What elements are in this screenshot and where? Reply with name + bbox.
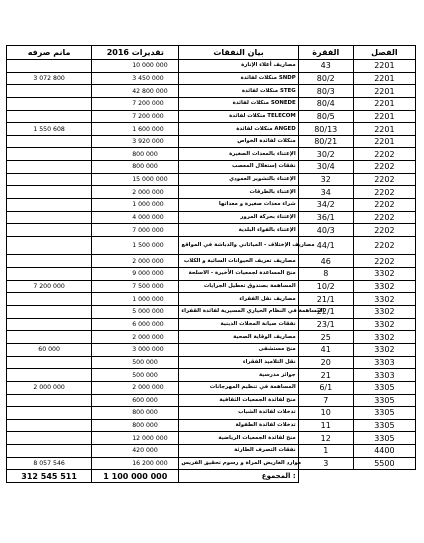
row-item: 30/2 — [298, 148, 353, 161]
row-description: المساهمة في النظام الحياري المسيرية لفائدة القفراء — [179, 306, 298, 319]
table-row — [7, 419, 416, 432]
row-chapter: 3302 — [353, 293, 415, 306]
row-description: منكلات لفائدة SNDP — [179, 72, 298, 85]
row-spent — [7, 110, 92, 123]
row-forecast: 6 000 000 — [92, 318, 179, 331]
row-item: 3 — [298, 457, 353, 470]
row-spent — [7, 293, 92, 306]
row-chapter: 3302 — [353, 331, 415, 344]
table-row — [7, 394, 416, 407]
row-forecast: 600 000 — [92, 394, 179, 407]
row-spent — [7, 224, 92, 237]
row-chapter: 2201 — [353, 123, 415, 136]
row-item: 23/1 — [298, 318, 353, 331]
table-row — [7, 173, 416, 186]
row-spent — [7, 356, 92, 369]
row-chapter: 3302 — [353, 280, 415, 293]
row-spent: 3 072 800 — [7, 72, 92, 85]
table-row — [7, 293, 416, 306]
table-row — [7, 199, 416, 212]
row-chapter: 2201 — [353, 85, 415, 98]
row-item: 30/4 — [298, 161, 353, 174]
row-spent — [7, 394, 92, 407]
total-empty — [298, 470, 353, 483]
row-item: 7 — [298, 394, 353, 407]
row-description: نفقات التصرف الطارئة — [179, 445, 298, 458]
total-forecast: 1 100 000 000 — [92, 470, 179, 483]
row-description: الإعتناء بالفواء البلدية — [179, 224, 298, 237]
total-spent: 312 545 511 — [7, 470, 92, 483]
row-chapter: 3302 — [353, 306, 415, 319]
row-item: 34 — [298, 186, 353, 199]
row-spent — [7, 135, 92, 148]
row-forecast: 7 000 000 — [92, 224, 179, 237]
header-description: بيان النفقات — [179, 46, 298, 60]
table-row — [7, 72, 416, 85]
row-forecast: 4 000 000 — [92, 211, 179, 224]
row-forecast: 15 000 000 — [92, 173, 179, 186]
row-forecast: 1 600 000 — [92, 123, 179, 136]
row-spent — [7, 186, 92, 199]
table-row — [7, 318, 416, 331]
row-forecast: 42 800 000 — [92, 85, 179, 98]
row-description: منكلات لفائدة SONEDE — [179, 97, 298, 110]
row-description: موارد الغاريض المراة و رسوم تحقيق الفريس — [179, 457, 298, 470]
row-forecast: 2 000 000 — [92, 186, 179, 199]
row-description: مصاريف الإختلاف - المياتاني والدباشة في المواقع — [179, 236, 298, 255]
row-spent — [7, 432, 92, 445]
total-row — [7, 470, 416, 483]
row-spent — [7, 331, 92, 344]
row-chapter: 3305 — [353, 394, 415, 407]
row-description: جوائز مدرسية — [179, 369, 298, 382]
row-item: 80/3 — [298, 85, 353, 98]
row-description: الإعتناء بحركة المرور — [179, 211, 298, 224]
row-item: 21/1 — [298, 293, 353, 306]
row-chapter: 2201 — [353, 60, 415, 73]
row-spent: 8 057 546 — [7, 457, 92, 470]
row-item: 1 — [298, 445, 353, 458]
row-spent — [7, 407, 92, 420]
row-spent — [7, 97, 92, 110]
row-forecast: 2 000 000 — [92, 331, 179, 344]
row-forecast: 3 450 000 — [92, 72, 179, 85]
row-forecast: 2 000 000 — [92, 255, 179, 268]
row-forecast: 7 200 000 — [92, 97, 179, 110]
row-description: منح المساعدة لجمعيات الأخيرة - الاسلحة — [179, 268, 298, 281]
row-description: المساهمة بصندوق تعطيل الجرايات — [179, 280, 298, 293]
table-row — [7, 457, 416, 470]
row-item: 41 — [298, 343, 353, 356]
row-description: مصاريف تعريف الحيوانات السائبة و الكلاب — [179, 255, 298, 268]
table-row — [7, 236, 416, 255]
row-forecast: 800 000 — [92, 161, 179, 174]
table-row — [7, 110, 416, 123]
row-description: مصاريف الوقاية الصحية — [179, 331, 298, 344]
row-description: الإعتناء بالتشوير العمودي — [179, 173, 298, 186]
row-item: 40/3 — [298, 224, 353, 237]
table-row — [7, 186, 416, 199]
total-empty — [353, 470, 415, 483]
row-chapter: 3302 — [353, 343, 415, 356]
row-spent — [7, 161, 92, 174]
row-forecast: 420 000 — [92, 445, 179, 458]
row-item: 22/1 — [298, 306, 353, 319]
row-chapter: 3305 — [353, 407, 415, 420]
row-forecast: 7 500 000 — [92, 280, 179, 293]
row-item: 10/2 — [298, 280, 353, 293]
header-forecast: تقديرات 2016 — [92, 46, 179, 60]
row-forecast: 3 000 000 — [92, 343, 179, 356]
table-row — [7, 148, 416, 161]
row-forecast: 7 200 000 — [92, 110, 179, 123]
row-description: تدخلات لفائدة الشباب — [179, 407, 298, 420]
row-chapter: 2202 — [353, 186, 415, 199]
row-spent — [7, 306, 92, 319]
row-description: منكلات لفائدة TELECOM — [179, 110, 298, 123]
row-spent — [7, 255, 92, 268]
row-spent: 60 000 — [7, 343, 92, 356]
row-forecast: 9 000 000 — [92, 268, 179, 281]
row-chapter: 2202 — [353, 236, 415, 255]
table-row — [7, 445, 416, 458]
row-chapter: 3305 — [353, 381, 415, 394]
row-spent: 2 000 000 — [7, 381, 92, 394]
row-description: تدخلات لفائدة الطفولة — [179, 419, 298, 432]
row-item: 80/5 — [298, 110, 353, 123]
row-item: 80/2 — [298, 72, 353, 85]
row-chapter: 3303 — [353, 369, 415, 382]
header-item: الفقرة — [298, 46, 353, 60]
row-chapter: 2202 — [353, 224, 415, 237]
row-spent — [7, 236, 92, 255]
row-forecast: 500 000 — [92, 369, 179, 382]
row-chapter: 2201 — [353, 135, 415, 148]
table-row — [7, 161, 416, 174]
row-forecast: 1 000 000 — [92, 199, 179, 212]
row-item: 80/4 — [298, 97, 353, 110]
row-spent — [7, 268, 92, 281]
row-forecast: 16 200 000 — [92, 457, 179, 470]
row-item: 80/21 — [298, 135, 353, 148]
row-item: 46 — [298, 255, 353, 268]
row-chapter: 3302 — [353, 318, 415, 331]
total-label: المجموع : — [179, 470, 298, 483]
row-item: 44/1 — [298, 236, 353, 255]
row-forecast: 12 000 000 — [92, 432, 179, 445]
table-row — [7, 280, 416, 293]
row-forecast: 1 500 000 — [92, 236, 179, 255]
row-chapter: 2201 — [353, 110, 415, 123]
row-forecast: 800 000 — [92, 419, 179, 432]
row-chapter: 4400 — [353, 445, 415, 458]
row-description: الإعتناء بالمعدات الصغيرة — [179, 148, 298, 161]
row-spent — [7, 85, 92, 98]
row-description: نفقات صيانة المحلات الدينية — [179, 318, 298, 331]
table-row — [7, 60, 416, 73]
table-body — [7, 60, 416, 470]
row-forecast: 800 000 — [92, 148, 179, 161]
table-row — [7, 356, 416, 369]
row-spent — [7, 60, 92, 73]
row-chapter: 3305 — [353, 419, 415, 432]
row-chapter: 2202 — [353, 211, 415, 224]
row-description: نقل التلاميذ الفقراء — [179, 356, 298, 369]
expense-sheet — [6, 45, 416, 483]
row-chapter: 3305 — [353, 432, 415, 445]
row-chapter: 2202 — [353, 161, 415, 174]
row-item: 8 — [298, 268, 353, 281]
row-forecast: 2 000 000 — [92, 381, 179, 394]
table-row — [7, 407, 416, 420]
table-row — [7, 432, 416, 445]
expense-table — [6, 45, 416, 483]
row-spent — [7, 173, 92, 186]
row-description: منكلات لفائدة الخواص — [179, 135, 298, 148]
row-item: 43 — [298, 60, 353, 73]
table-row — [7, 97, 416, 110]
row-spent — [7, 211, 92, 224]
table-row — [7, 306, 416, 319]
table-row — [7, 224, 416, 237]
row-forecast: 800 000 — [92, 407, 179, 420]
table-row — [7, 211, 416, 224]
row-item: 10 — [298, 407, 353, 420]
row-chapter: 2202 — [353, 199, 415, 212]
row-item: 20 — [298, 356, 353, 369]
row-chapter: 2202 — [353, 173, 415, 186]
row-description: منح مستشفى — [179, 343, 298, 356]
table-row — [7, 135, 416, 148]
row-forecast: 1 000 000 — [92, 293, 179, 306]
row-forecast: 3 920 000 — [92, 135, 179, 148]
row-description: الإعتناء بالطرقات — [179, 186, 298, 199]
row-description: منكلات لفائدة ANGED — [179, 123, 298, 136]
row-spent: 1 550 608 — [7, 123, 92, 136]
row-item: 6/1 — [298, 381, 353, 394]
row-chapter: 3303 — [353, 356, 415, 369]
row-spent: 7 200 000 — [7, 280, 92, 293]
row-item: 36/1 — [298, 211, 353, 224]
row-description: المساهمة في تنظيم المهرجانات — [179, 381, 298, 394]
header-row — [7, 46, 416, 60]
row-forecast: 500 000 — [92, 356, 179, 369]
row-description: مصاريف نقل الفقراء — [179, 293, 298, 306]
row-forecast: 5 000 000 — [92, 306, 179, 319]
table-row — [7, 255, 416, 268]
row-spent — [7, 369, 92, 382]
row-chapter: 2202 — [353, 255, 415, 268]
row-item: 25 — [298, 331, 353, 344]
row-description: مصاريف أعلاء الإنارة — [179, 60, 298, 73]
row-description: شراء معدات صغيرة و معداتها — [179, 199, 298, 212]
row-chapter: 2201 — [353, 72, 415, 85]
row-description: منح لفائدة الجمعيات الثقافية — [179, 394, 298, 407]
row-chapter: 2202 — [353, 148, 415, 161]
row-chapter: 2201 — [353, 97, 415, 110]
table-row — [7, 331, 416, 344]
table-row — [7, 85, 416, 98]
row-item: 80/13 — [298, 123, 353, 136]
table-row — [7, 268, 416, 281]
table-row — [7, 343, 416, 356]
row-description: منح لفائدة الجمعيات الرياضية — [179, 432, 298, 445]
table-row — [7, 123, 416, 136]
row-chapter: 3302 — [353, 268, 415, 281]
row-chapter: 5500 — [353, 457, 415, 470]
table-row — [7, 369, 416, 382]
row-spent — [7, 199, 92, 212]
row-spent — [7, 318, 92, 331]
header-chapter: الفصل — [353, 46, 415, 60]
row-spent — [7, 419, 92, 432]
row-spent — [7, 445, 92, 458]
row-item: 11 — [298, 419, 353, 432]
row-description: منكلات لفائدة STEG — [179, 85, 298, 98]
header-spent: مانم صرفه — [7, 46, 92, 60]
row-forecast: 10 000 000 — [92, 60, 179, 73]
row-item: 21 — [298, 369, 353, 382]
row-description: نفقات إستغلال المعصب — [179, 161, 298, 174]
row-item: 34/2 — [298, 199, 353, 212]
row-item: 32 — [298, 173, 353, 186]
row-item: 12 — [298, 432, 353, 445]
table-row — [7, 381, 416, 394]
row-spent — [7, 148, 92, 161]
